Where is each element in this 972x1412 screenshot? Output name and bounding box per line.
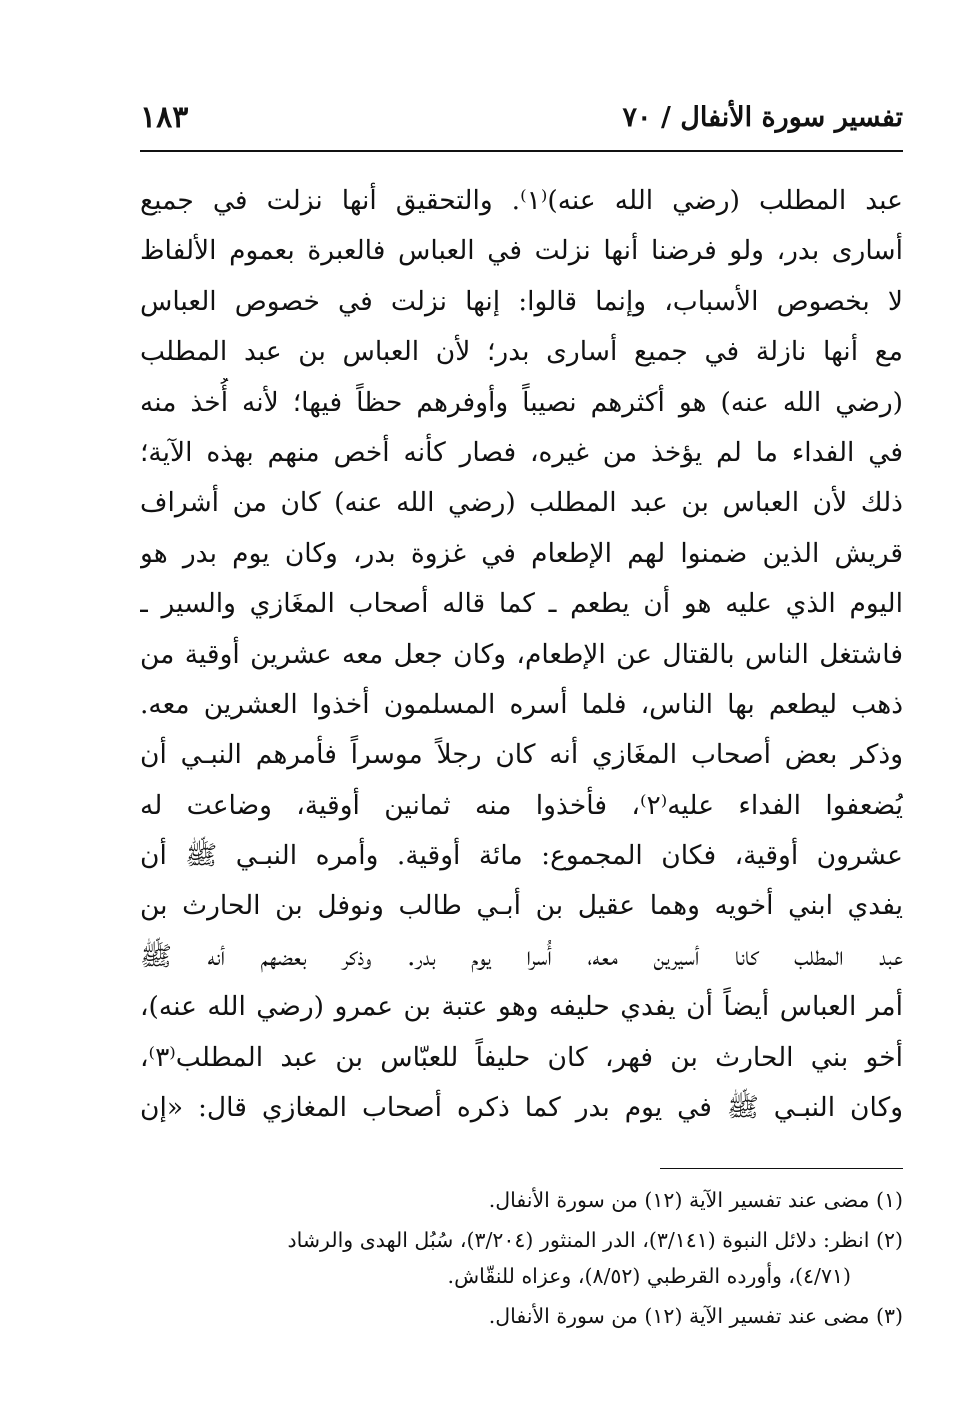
text-line: أسارى بدر، ولو فرضنا أنها نزلت في العباس فالعبرة بعموم الألفاظ <box>140 235 903 267</box>
text-line: مع أنها نازلة في جميع أسارى بدر؛ لأن العباس بن عبد المطلب <box>140 336 903 368</box>
footnote-2: (٢) انظر: دلائل النبوة (٣/١٤١)، الدر المنثور (٣/٢٠٤)، سُبُل الهدى والرشاد <box>287 1228 903 1252</box>
footnote-1: (١) مضى عند تفسير الآية (١٢) من سورة الأنفال. <box>488 1188 903 1212</box>
main-text <box>140 176 903 1133</box>
text-line: وكان النبـي ﷺ في يوم بدر كما ذكره أصحاب المغازي قال: «إن <box>140 1092 903 1124</box>
text-line: ذلك لأن العباس بن عبد المطلب (رضي الله عنه) كان من أشراف <box>140 487 903 519</box>
header-title: تفسير سورة الأنفال / ٧٠ <box>622 102 903 133</box>
footnotes <box>140 1182 903 1334</box>
text-line: فاشتغل الناس بالقتال عن الإطعام، وكان جعل معه عشرين أوقية من <box>140 638 903 670</box>
page-number: ١٨٣ <box>140 100 189 135</box>
header-divider <box>140 150 903 152</box>
text-line: يفدي ابني أخويه وهما عقيل بن أبـي طالب ونوفل بن الحارث بن <box>140 890 903 922</box>
text-line: عبد المطلب كانا أسيرين معه، أُسرا يوم بدر. وذكر بعضهم أنه ﷺ <box>140 940 903 972</box>
text-line: (رضي الله عنه) هو أكثرهم نصيباً وأوفرهم حظاً فيها؛ لأنه أُخذ منه <box>140 386 903 418</box>
text-line: وذكر بعض أصحاب المغَازي أنه كان رجلاً موسراً فأمرهم النبـي أن <box>140 739 903 771</box>
footnote-divider <box>660 1168 903 1169</box>
text-line: في الفداء ما لم يؤخذ من غيره، فصار كأنه أخص منهم بهذه الآية؛ <box>140 436 903 468</box>
text-line: أمر العباس أيضاً أن يفدي حليفه وهو عتبة بن عمرو (رضي الله عنه)، <box>140 991 903 1023</box>
running-header <box>140 100 903 144</box>
footnote-3: (٣) مضى عند تفسير الآية (١٢) من سورة الأنفال. <box>488 1304 903 1328</box>
text-line: اليوم الذي عليه هو أن يطعم ـ كما قاله أصحاب المغَازي والسير ـ <box>140 588 903 620</box>
text-line: قريش الذين ضمنوا لهم الإطعام في غزوة بدر، وكان يوم بدر هو <box>140 537 903 569</box>
text-line: أخو بني الحارث بن فهر، كان حليفاً للعبّاس بن عبد المطلب⁽٣⁾، <box>140 1041 903 1073</box>
text-line: لا بخصوص الأسباب، وإنما قالوا: إنها نزلت في خصوص العباس <box>140 285 903 317</box>
text-line: يُضعفوا الفداء عليه⁽٢⁾، فأخذوا منه ثمانين أوقية، وضاعت له <box>140 789 903 821</box>
text-line: عشرون أوقية، فكان المجموع: مائة أوقية. وأمره النبـي ﷺ أن <box>140 840 903 872</box>
text-line: ذهب ليطعم بها الناس، فلما أسره المسلمون أخذوا العشرين معه. <box>140 688 903 720</box>
text-line: عبد المطلب (رضي الله عنه)⁽١⁾. والتحقيق أنها نزلت في جميع <box>140 185 903 216</box>
footnote-2-continued: (٤/٧١)، وأورده القرطبي (٨/٥٢)، وعزاه للنقّاش. <box>447 1264 851 1288</box>
